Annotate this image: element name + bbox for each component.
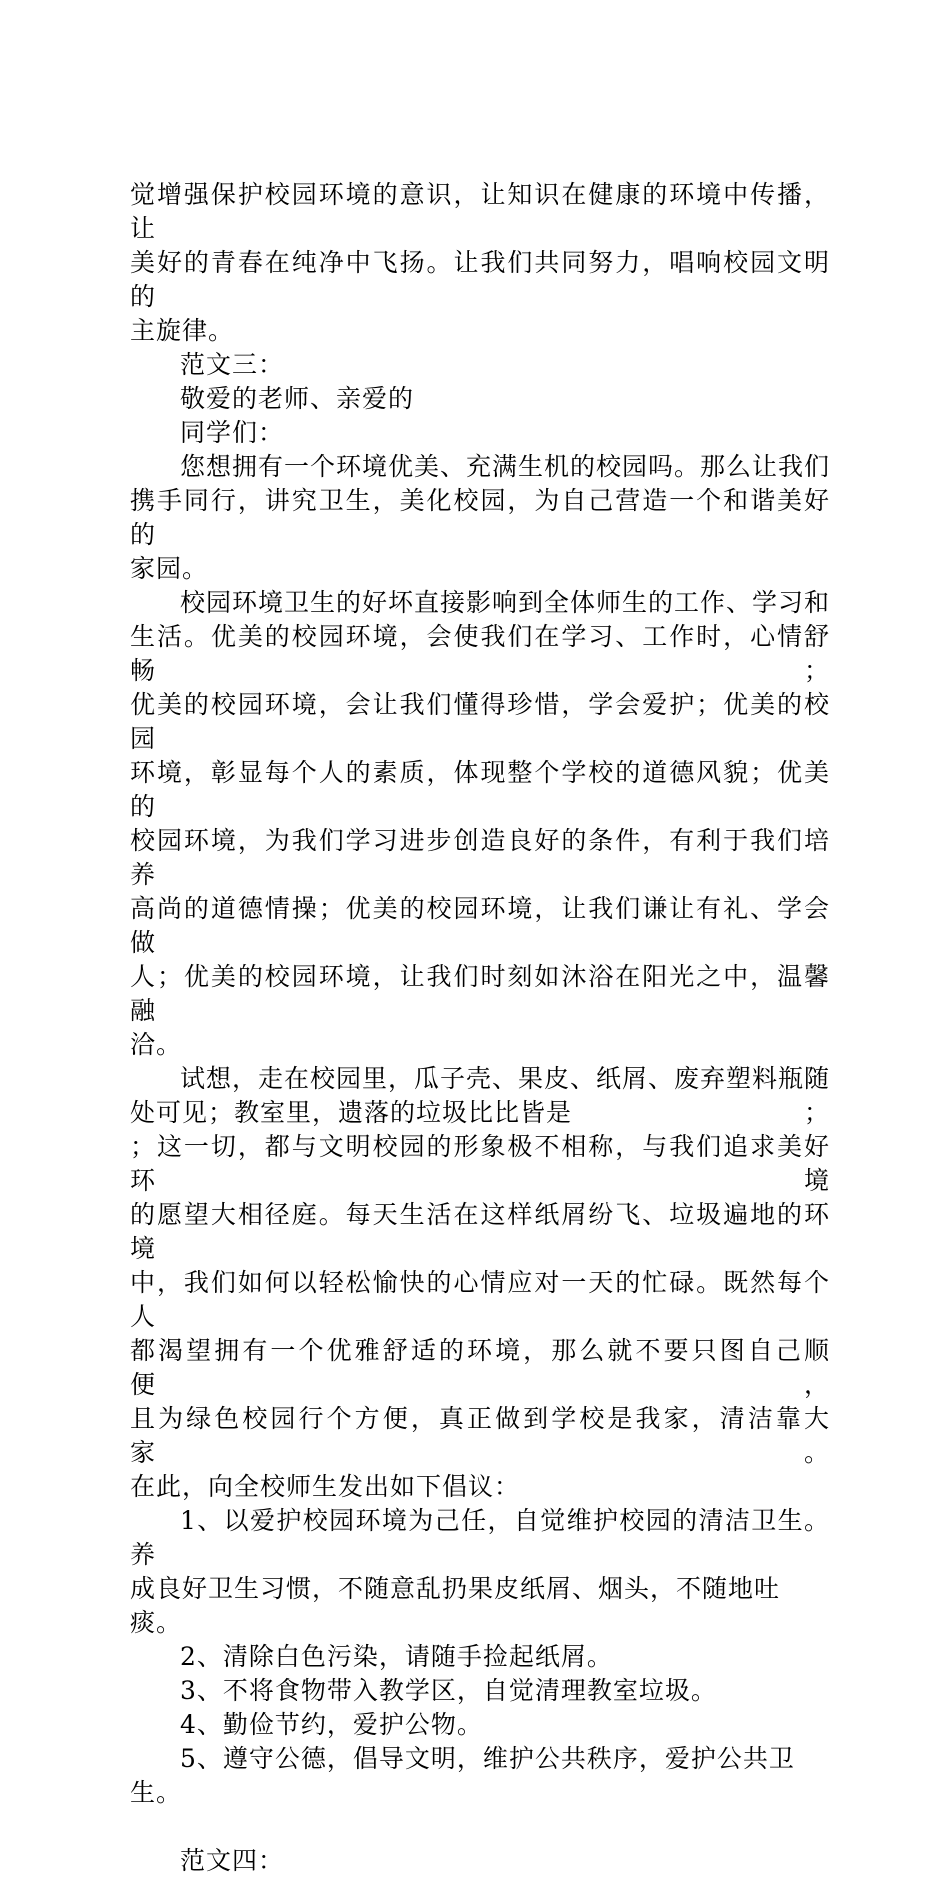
paragraph-line: 优美的校园环境，会让我们懂得珍惜，学会爱护；优美的校园 [130,690,830,753]
paragraph-line: 主旋律。 [130,316,235,345]
paragraph-line: 美好的青春在纯净中飞扬。让我们共同努力，唱响校园文明的 [130,248,830,311]
paragraph-line: 都渴望拥有一个优雅舒适的环境，那么就不要只图自己顺便， [130,1336,830,1399]
paragraph-line: 校园环境卫生的好坏直接影响到全体师生的工作、学习和 [180,588,831,617]
paragraph-line: 且为绿色校园行个方便，真正做到学校是我家，清洁靠大家。 [130,1404,830,1467]
paragraph-segment: 处可见；教室里，遗落的垃圾比比皆是 [130,1098,573,1127]
paragraph-line: 试想，走在校园里，瓜子壳、果皮、纸屑、废弃塑料瓶随 [180,1064,831,1093]
paragraph-line: 中，我们如何以轻松愉快的心情应对一天的忙碌。既然每个人 [130,1268,830,1331]
list-item-continuation: 成良好卫生习惯，不随意乱扔果皮纸屑、烟头，不随地吐痰。 [130,1574,781,1637]
list-item: 5、遵守公德，倡导文明，维护公共秩序，爱护公共卫生。 [130,1744,795,1807]
paragraph-line: 校园环境，为我们学习进步创造良好的条件，有利于我们培养 [130,826,830,889]
section-heading: 范文四： [180,1846,285,1875]
paragraph-segment: ； [803,1098,830,1127]
paragraph-line: 洽。 [130,1030,183,1059]
paragraph-line: 您想拥有一个环境优美、充满生机的校园吗。那么让我们 [180,452,831,481]
paragraph-line: 家园。 [130,554,209,583]
paragraph-line [130,1096,830,1130]
paragraph-line: ；这一切，都与文明校园的形象极不相称，与我们追求美好环境 [130,1132,830,1195]
list-item: 1、以爱护校园环境为己任，自觉维护校园的清洁卫生。养 [130,1506,830,1569]
list-item: 3、不将食物带入教学区，自觉清理教室垃圾。 [180,1676,717,1705]
list-item: 4、勤俭节约，爱护公物。 [180,1710,483,1739]
list-item: 2、清除白色污染，请随手捡起纸屑。 [180,1642,613,1671]
paragraph-line: 人；优美的校园环境，让我们时刻如沐浴在阳光之中，温馨融 [130,962,830,1025]
paragraph-line: 环境，彰显每个人的素质，体现整个学校的道德风貌；优美的 [130,758,830,821]
paragraph-line: 高尚的道德情操；优美的校园环境，让我们谦让有礼、学会做 [130,894,830,957]
section-heading: 范文三： [180,350,285,379]
salutation: 敬爱的老师、亲爱的 [180,384,415,413]
document-body [130,178,830,1878]
blank-line [130,1810,830,1844]
paragraph-line: 生活。优美的校园环境，会使我们在学习、工作时，心情舒畅； [130,622,830,685]
paragraph-line: 觉增强保护校园环境的意识，让知识在健康的环境中传播，让 [130,180,830,243]
paragraph-line: 携手同行，讲究卫生，美化校园，为自己营造一个和谐美好的 [130,486,830,549]
paragraph-line: 的愿望大相径庭。每天生活在这样纸屑纷飞、垃圾遍地的环境 [130,1200,830,1263]
paragraph-line: 在此，向全校师生发出如下倡议： [130,1472,521,1501]
salutation: 同学们： [180,418,285,447]
